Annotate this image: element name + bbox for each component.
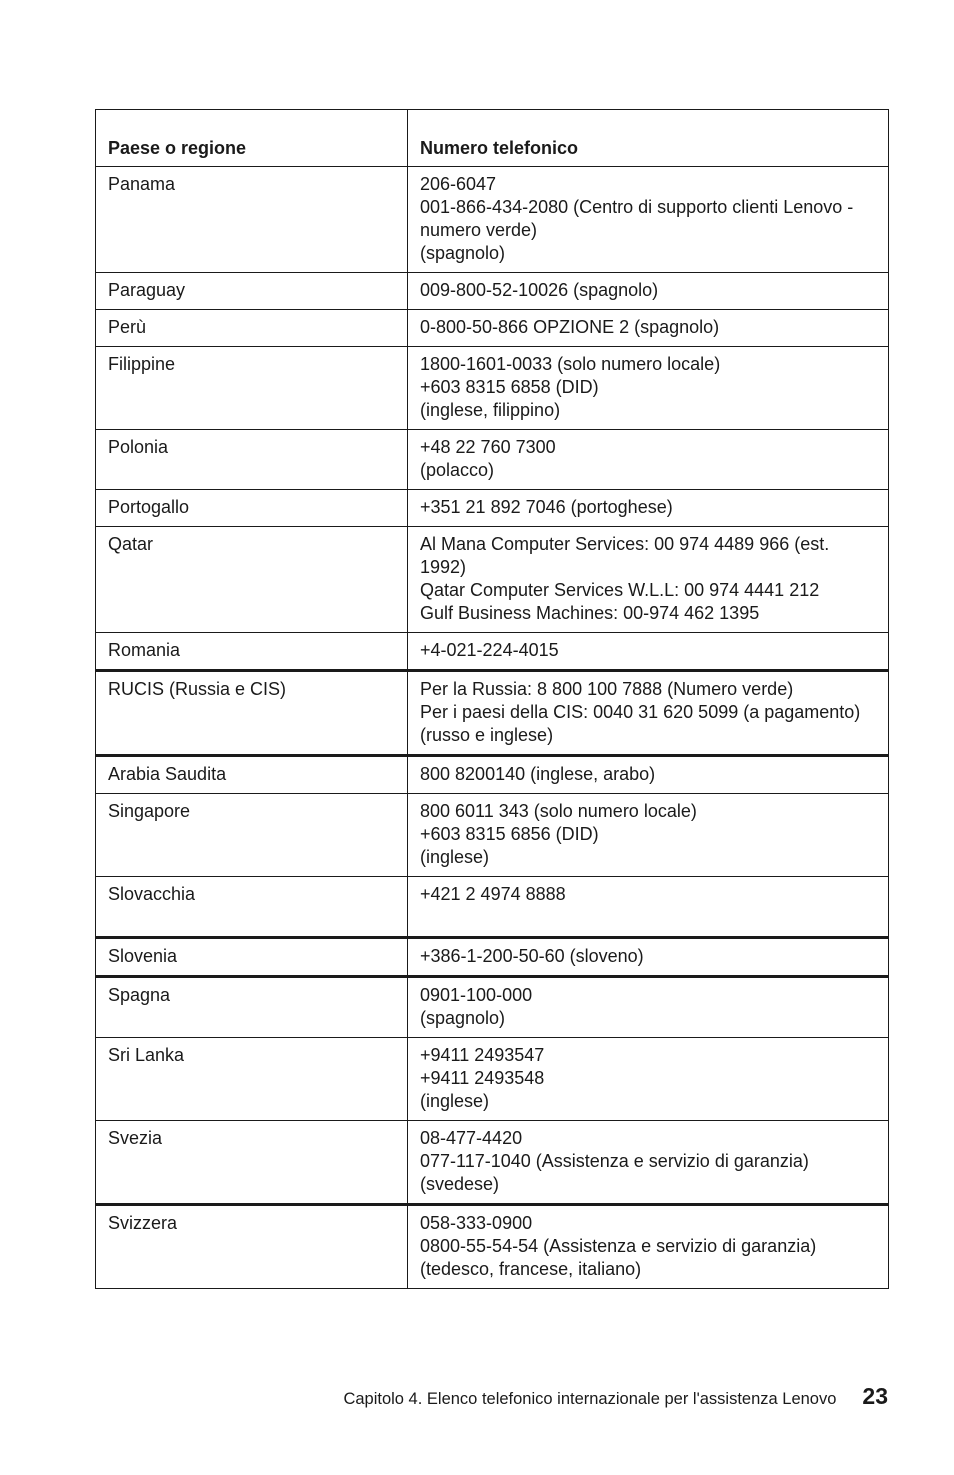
- phone-support-table: [95, 109, 889, 1289]
- phone-line: (svedese): [420, 1174, 500, 1194]
- phone-line: +9411 2493547: [420, 1045, 545, 1065]
- phone-line: (russo e inglese): [420, 725, 554, 745]
- phone-line: 077-117-1040 (Assistenza e servizio di garanzia): [420, 1151, 809, 1171]
- table-row: [96, 1205, 889, 1289]
- country-cell: Svezia: [96, 1121, 408, 1205]
- country-cell: RUCIS (Russia e CIS): [96, 671, 408, 756]
- country-cell: Sri Lanka: [96, 1038, 408, 1121]
- table-header-row: [96, 110, 889, 167]
- phone-line: Qatar Computer Services W.L.L: 00 974 4441 212: [420, 580, 820, 600]
- phone-cell: [408, 977, 889, 1038]
- phone-line: Al Mana Computer Services: 00 974 4489 966 (est. 1992): [420, 534, 830, 577]
- table-row: [96, 877, 889, 938]
- phone-line: 0800-55-54-54 (Assistenza e servizio di garanzia): [420, 1236, 817, 1256]
- phone-line: (spagnolo): [420, 1008, 506, 1028]
- country-cell: Arabia Saudita: [96, 756, 408, 794]
- country-cell: Spagna: [96, 977, 408, 1038]
- phone-cell: [408, 167, 889, 273]
- phone-line: 001-866-434-2080 (Centro di supporto clienti Lenovo - numero verde): [420, 197, 854, 240]
- phone-line: (inglese): [420, 1091, 490, 1111]
- phone-cell: [408, 877, 889, 938]
- table-row: [96, 430, 889, 490]
- phone-line: (inglese): [420, 847, 490, 867]
- country-cell: Qatar: [96, 527, 408, 633]
- chapter-title: Capitolo 4. Elenco telefonico internazionale per l'assistenza Lenovo: [343, 1390, 837, 1408]
- phone-line: 800 6011 343 (solo numero locale): [420, 801, 697, 821]
- country-cell: Polonia: [96, 430, 408, 490]
- table-row: [96, 794, 889, 877]
- table-row: [96, 938, 889, 977]
- table-row: [96, 1121, 889, 1205]
- phone-cell: [408, 430, 889, 490]
- phone-column-header: Numero telefonico: [408, 110, 889, 167]
- country-cell: Romania: [96, 633, 408, 671]
- table-row: [96, 977, 889, 1038]
- country-cell: Slovenia: [96, 938, 408, 977]
- country-cell: Panama: [96, 167, 408, 273]
- table-row: [96, 490, 889, 527]
- phone-line: (spagnolo): [420, 243, 506, 263]
- table-body: [96, 167, 889, 1289]
- phone-line: 1800-1601-0033 (solo numero locale): [420, 354, 721, 374]
- phone-line: +421 2 4974 8888: [420, 884, 566, 904]
- phone-line: +351 21 892 7046 (portoghese): [420, 497, 673, 517]
- country-cell: Paraguay: [96, 273, 408, 310]
- phone-line: (tedesco, francese, italiano): [420, 1259, 642, 1279]
- phone-line: +603 8315 6858 (DID): [420, 377, 599, 397]
- phone-line: 08-477-4420: [420, 1128, 523, 1148]
- country-column-header: Paese o regione: [96, 110, 408, 167]
- phone-cell: [408, 938, 889, 977]
- phone-line: +603 8315 6856 (DID): [420, 824, 599, 844]
- table-row: [96, 310, 889, 347]
- country-cell: Singapore: [96, 794, 408, 877]
- phone-line: +386-1-200-50-60 (sloveno): [420, 946, 644, 966]
- country-cell: Svizzera: [96, 1205, 408, 1289]
- phone-line: +9411 2493548: [420, 1068, 545, 1088]
- country-cell: Portogallo: [96, 490, 408, 527]
- phone-line: Per i paesi della CIS: 0040 31 620 5099 (a pagamento): [420, 702, 861, 722]
- country-cell: Perù: [96, 310, 408, 347]
- table-row: [96, 756, 889, 794]
- phone-line: 0-800-50-866 OPZIONE 2 (spagnolo): [420, 317, 720, 337]
- country-cell: Slovacchia: [96, 877, 408, 938]
- phone-line: +48 22 760 7300: [420, 437, 556, 457]
- page-footer: [343, 1383, 888, 1410]
- phone-cell: [408, 527, 889, 633]
- phone-cell: [408, 347, 889, 430]
- country-cell: Filippine: [96, 347, 408, 430]
- table-row: [96, 167, 889, 273]
- phone-line: Per la Russia: 8 800 100 7888 (Numero verde): [420, 679, 794, 699]
- phone-line: 800 8200140 (inglese, arabo): [420, 764, 656, 784]
- phone-line: 206-6047: [420, 174, 497, 194]
- table-row: [96, 527, 889, 633]
- phone-line: Gulf Business Machines: 00-974 462 1395: [420, 603, 760, 623]
- phone-line: +4-021-224-4015: [420, 640, 559, 660]
- phone-cell: [408, 756, 889, 794]
- phone-line: 009-800-52-10026 (spagnolo): [420, 280, 659, 300]
- phone-cell: [408, 671, 889, 756]
- phone-cell: [408, 490, 889, 527]
- phone-cell: [408, 310, 889, 347]
- phone-cell: [408, 1121, 889, 1205]
- phone-cell: [408, 1205, 889, 1289]
- phone-cell: [408, 794, 889, 877]
- page-number: 23: [862, 1383, 888, 1409]
- phone-line: 0901-100-000: [420, 985, 533, 1005]
- table-row: [96, 671, 889, 756]
- phone-line: (inglese, filippino): [420, 400, 561, 420]
- table-row: [96, 1038, 889, 1121]
- phone-cell: [408, 633, 889, 671]
- phone-line: 058-333-0900: [420, 1213, 533, 1233]
- table-row: [96, 347, 889, 430]
- phone-cell: [408, 1038, 889, 1121]
- phone-line: (polacco): [420, 460, 495, 480]
- phone-cell: [408, 273, 889, 310]
- table-row: [96, 273, 889, 310]
- table-row: [96, 633, 889, 671]
